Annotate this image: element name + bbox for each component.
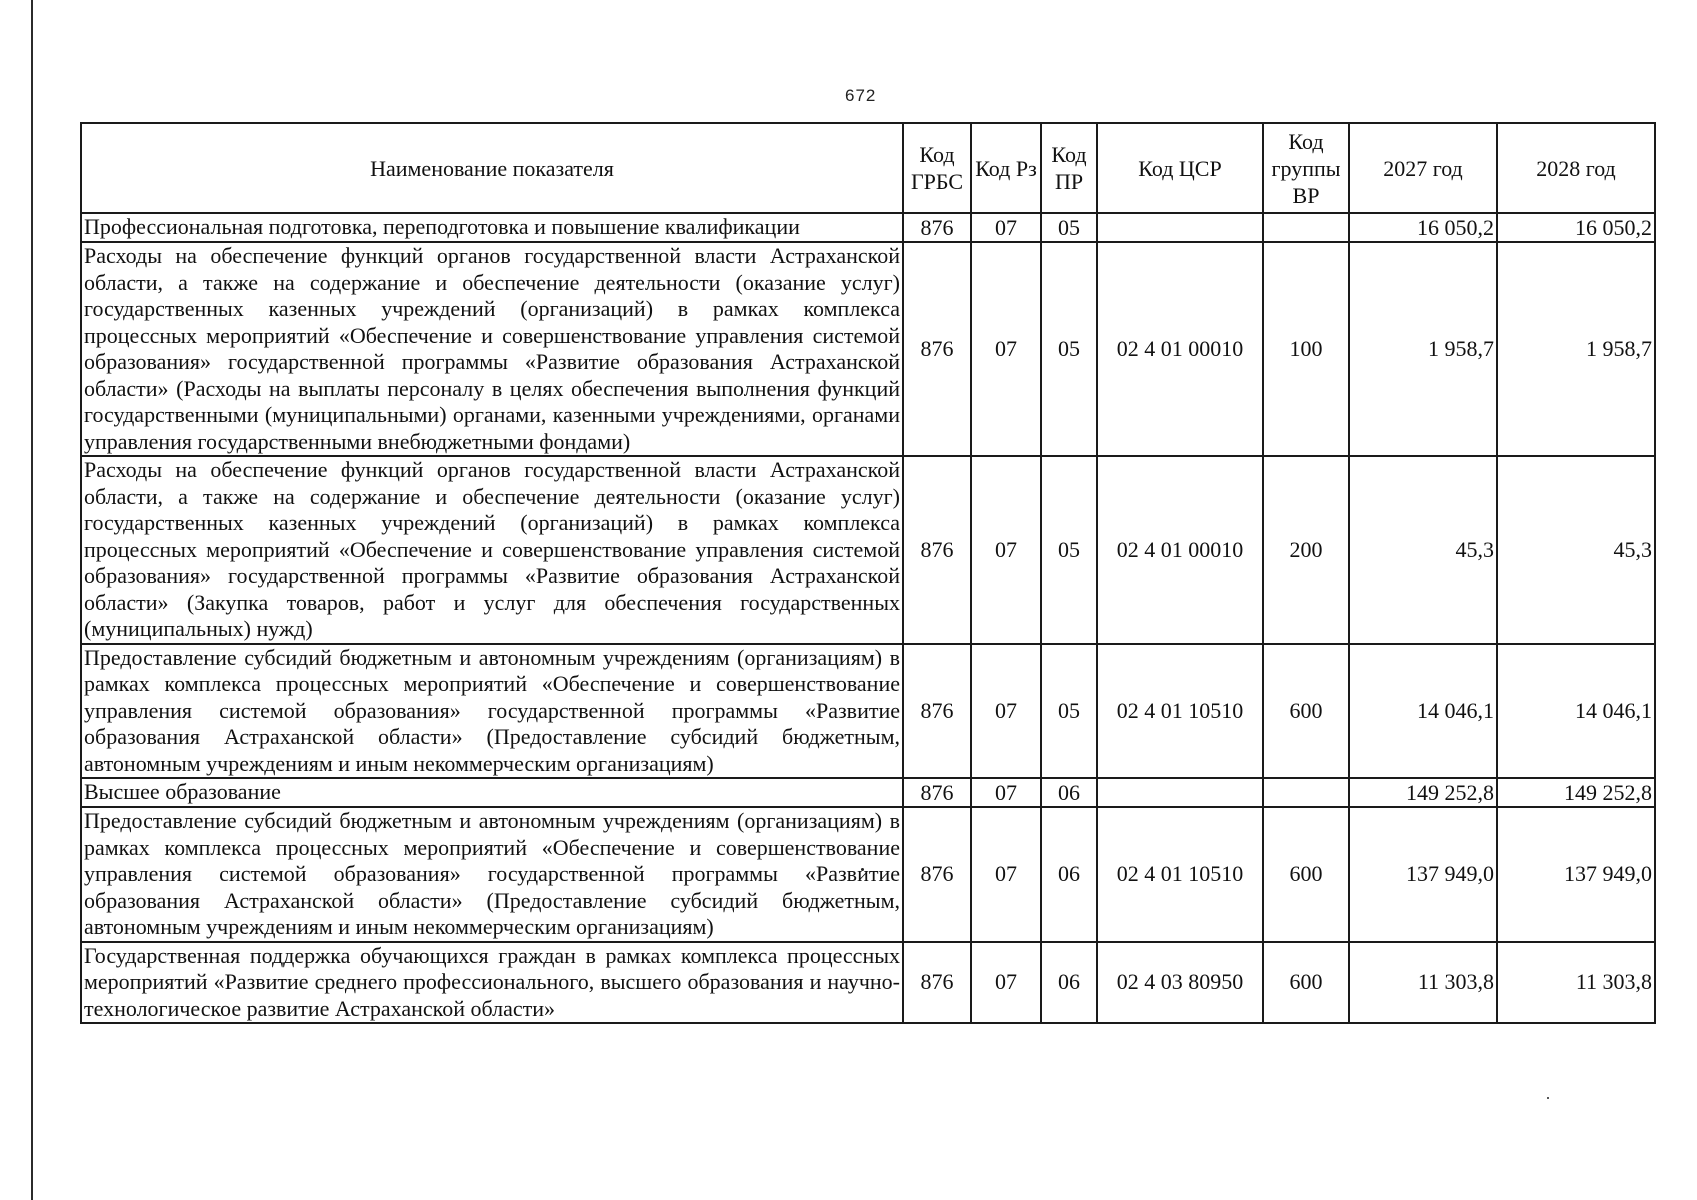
- row-2028: 137 949,0: [1497, 807, 1655, 942]
- table-header-row: [81, 123, 1655, 213]
- row-name: Государственная поддержка обучающихся граждан в рамках комплекса процессных мероприятий «Развитие среднего профессионального, высшего образования и научно-технологическое развитие Астраханской области»: [81, 942, 903, 1024]
- row-2027: 45,3: [1349, 456, 1497, 644]
- row-2028: 45,3: [1497, 456, 1655, 644]
- row-vr: [1263, 213, 1349, 242]
- row-grbs: 876: [903, 213, 971, 242]
- header-grbs: Код ГРБС: [903, 123, 971, 213]
- row-name: Высшее образование: [81, 778, 903, 807]
- header-pr: Код ПР: [1041, 123, 1097, 213]
- header-2027: 2027 год: [1349, 123, 1497, 213]
- row-name: Профессиональная подготовка, переподготовка и повышение квалификации: [81, 213, 903, 242]
- row-2027: 14 046,1: [1349, 644, 1497, 779]
- header-csr: Код ЦСР: [1097, 123, 1263, 213]
- row-2027: 16 050,2: [1349, 213, 1497, 242]
- table-row: [81, 807, 1655, 942]
- table-row: [81, 213, 1655, 242]
- header-vr: Код группы ВР: [1263, 123, 1349, 213]
- table-row: [81, 778, 1655, 807]
- row-2028: 1 958,7: [1497, 242, 1655, 456]
- row-grbs: 876: [903, 644, 971, 779]
- header-rz: Код Рз: [971, 123, 1041, 213]
- row-csr: 02 4 03 80950: [1097, 942, 1263, 1024]
- row-csr: 02 4 01 00010: [1097, 242, 1263, 456]
- row-csr: 02 4 01 10510: [1097, 807, 1263, 942]
- row-rz: 07: [971, 644, 1041, 779]
- row-2027: 1 958,7: [1349, 242, 1497, 456]
- header-2028: 2028 год: [1497, 123, 1655, 213]
- row-vr: 600: [1263, 942, 1349, 1024]
- row-vr: [1263, 778, 1349, 807]
- row-2027: 149 252,8: [1349, 778, 1497, 807]
- row-rz: 07: [971, 942, 1041, 1024]
- row-csr: 02 4 01 10510: [1097, 644, 1263, 779]
- row-2028: 11 303,8: [1497, 942, 1655, 1024]
- row-2027: 11 303,8: [1349, 942, 1497, 1024]
- budget-table: [80, 122, 1656, 1024]
- row-pr: 05: [1041, 242, 1097, 456]
- row-vr: 600: [1263, 807, 1349, 942]
- row-vr: 100: [1263, 242, 1349, 456]
- table-row: [81, 242, 1655, 456]
- row-rz: 07: [971, 242, 1041, 456]
- row-pr: 05: [1041, 644, 1097, 779]
- row-rz: 07: [971, 213, 1041, 242]
- scan-left-edge-line: [31, 0, 33, 1200]
- scan-dot: [1547, 1097, 1549, 1099]
- row-grbs: 876: [903, 778, 971, 807]
- row-rz: 07: [971, 807, 1041, 942]
- row-2028: 149 252,8: [1497, 778, 1655, 807]
- row-pr: 05: [1041, 456, 1097, 644]
- row-name: Предоставление субсидий бюджетным и автономным учреждениям (организациям) в рамках комплекса процессных мероприятий «Обеспечение и совершенствование управления системой образования» государственной программы «Развитие образования Астраханской области» (Предоставление субсидий бюджетным, автономным учреждениям и иным некоммерческим организациям): [81, 807, 903, 942]
- row-2028: 16 050,2: [1497, 213, 1655, 242]
- row-2028: 14 046,1: [1497, 644, 1655, 779]
- row-rz: 07: [971, 456, 1041, 644]
- row-grbs: 876: [903, 807, 971, 942]
- row-grbs: 876: [903, 456, 971, 644]
- row-pr: 06: [1041, 778, 1097, 807]
- page-number: 672: [845, 86, 877, 105]
- row-pr: 05: [1041, 213, 1097, 242]
- row-2027: 137 949,0: [1349, 807, 1497, 942]
- row-name: Расходы на обеспечение функций органов государственной власти Астраханской области, а также на содержание и обеспечение деятельности (оказание услуг) государственных казенных учреждений (организаций) в рамках комплекса процессных мероприятий «Обеспечение и совершенствование управления системой образования» государственной программы «Развитие образования Астраханской области» (Расходы на выплаты персоналу в целях обеспечения выполнения функций государственными (муниципальными) органами, казенными учреждениями, органами управления государственными внебюджетными фондами): [81, 242, 903, 456]
- header-name: Наименование показателя: [81, 123, 903, 213]
- row-rz: 07: [971, 778, 1041, 807]
- row-pr: 06: [1041, 807, 1097, 942]
- table-row: [81, 942, 1655, 1024]
- table-row: [81, 456, 1655, 644]
- row-name: Расходы на обеспечение функций органов государственной власти Астраханской области, а также на содержание и обеспечение деятельности (оказание услуг) государственных казенных учреждений (организаций) в рамках комплекса процессных мероприятий «Обеспечение и совершенствование управления системой образования» государственной программы «Развитие образования Астраханской области» (Закупка товаров, работ и услуг для обеспечения государственных (муниципальных) нужд): [81, 456, 903, 644]
- row-grbs: 876: [903, 242, 971, 456]
- row-vr: 200: [1263, 456, 1349, 644]
- row-vr: 600: [1263, 644, 1349, 779]
- row-csr: [1097, 213, 1263, 242]
- row-pr: 06: [1041, 942, 1097, 1024]
- row-csr: [1097, 778, 1263, 807]
- table-row: [81, 644, 1655, 779]
- row-name: Предоставление субсидий бюджетным и автономным учреждениям (организациям) в рамках комплекса процессных мероприятий «Обеспечение и совершенствование управления системой образования» государственной программы «Развитие образования Астраханской области» (Предоставление субсидий бюджетным, автономным учреждениям и иным некоммерческим организациям): [81, 644, 903, 779]
- row-csr: 02 4 01 00010: [1097, 456, 1263, 644]
- row-grbs: 876: [903, 942, 971, 1024]
